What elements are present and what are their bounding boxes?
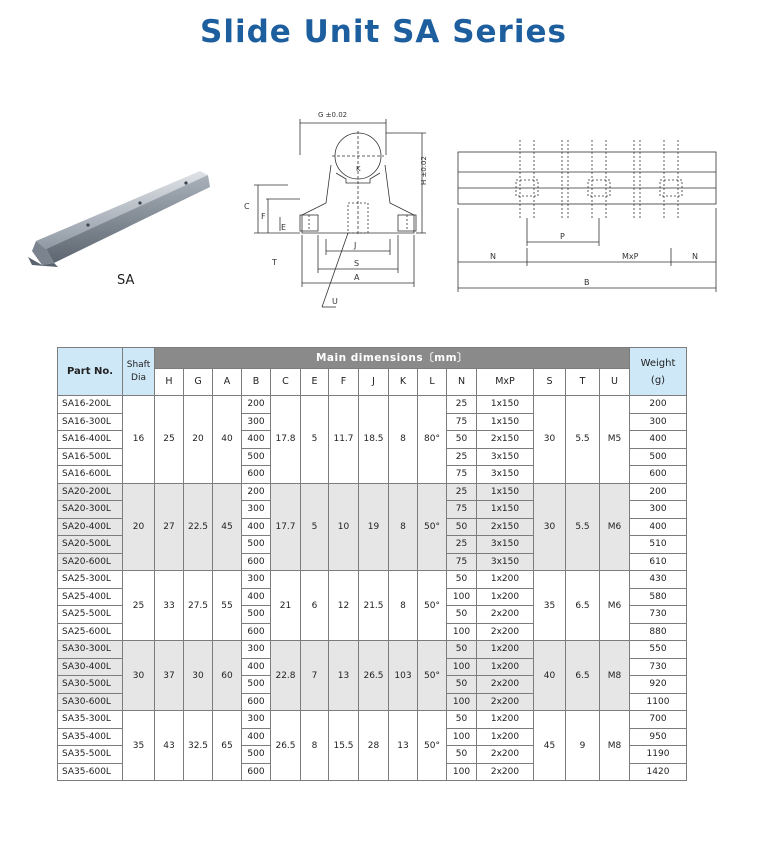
b-cell: 200 (242, 483, 271, 501)
u-cell: M8 (600, 711, 630, 781)
mxp-cell: 1x200 (477, 588, 534, 606)
n-cell: 25 (447, 483, 477, 501)
b-cell: 300 (242, 711, 271, 729)
weight-cell: 700 (630, 711, 687, 729)
column-header: B (242, 369, 271, 396)
weight-header (630, 348, 687, 396)
n-right-label: N (692, 252, 698, 261)
h-label: H ±0.02 (420, 156, 428, 185)
mxp-cell: 1x200 (477, 711, 534, 729)
weight-cell: 580 (630, 588, 687, 606)
part-number-cell: SA25-400L (58, 588, 123, 606)
t-cell: 5.5 (566, 483, 600, 571)
a-cell: 45 (213, 483, 242, 571)
b-cell: 400 (242, 518, 271, 536)
n-cell: 50 (447, 676, 477, 694)
part-number-cell: SA20-300L (58, 501, 123, 519)
t-cell: 6.5 (566, 571, 600, 641)
h-cell: 43 (155, 711, 184, 781)
part-number-cell: SA16-300L (58, 413, 123, 431)
a-label: A (354, 273, 360, 282)
k-cell: 8 (389, 571, 418, 641)
column-header: N (447, 369, 477, 396)
h-cell: 33 (155, 571, 184, 641)
weight-cell: 880 (630, 623, 687, 641)
s-cell: 30 (534, 483, 566, 571)
p-label: P (560, 232, 565, 241)
product-label: SA (117, 273, 135, 288)
b-label: B (584, 278, 590, 287)
b-cell: 500 (242, 448, 271, 466)
mxp-cell: 1x200 (477, 571, 534, 589)
part-number-cell: SA20-500L (58, 536, 123, 554)
mxp-cell: 3x150 (477, 448, 534, 466)
g-cell: 22.5 (184, 483, 213, 571)
s-label: S (354, 259, 360, 268)
n-cell: 100 (447, 658, 477, 676)
b-cell: 400 (242, 728, 271, 746)
k-cell: 13 (389, 711, 418, 781)
shaft-dia-cell: 25 (123, 571, 155, 641)
part-number-cell: SA25-600L (58, 623, 123, 641)
spec-table-body (58, 396, 687, 781)
k-cell: 8 (389, 483, 418, 571)
k-cell: 103 (389, 641, 418, 711)
weight-cell: 610 (630, 553, 687, 571)
spec-table (57, 347, 687, 781)
l-cell: 50° (418, 641, 447, 711)
weight-header-line1: Weight (640, 357, 676, 369)
e-cell: 8 (301, 711, 329, 781)
u-cell: M5 (600, 396, 630, 484)
main-dimensions-header: Main dimensions〔mm〕 (155, 348, 630, 369)
column-header: H (155, 369, 184, 396)
table-row (58, 483, 687, 501)
part-number-cell: SA20-600L (58, 553, 123, 571)
e-cell: 6 (301, 571, 329, 641)
c-cell: 21 (271, 571, 301, 641)
table-row (58, 641, 687, 659)
b-cell: 300 (242, 501, 271, 519)
e-label: E (281, 223, 287, 232)
column-header: C (271, 369, 301, 396)
h-cell: 25 (155, 396, 184, 484)
part-number-cell: SA20-400L (58, 518, 123, 536)
a-cell: 55 (213, 571, 242, 641)
column-header: A (213, 369, 242, 396)
n-cell: 100 (447, 623, 477, 641)
b-cell: 500 (242, 746, 271, 764)
mxp-cell: 1x200 (477, 641, 534, 659)
e-cell: 7 (301, 641, 329, 711)
b-cell: 500 (242, 536, 271, 554)
weight-cell: 510 (630, 536, 687, 554)
shaft-dia-cell: 20 (123, 483, 155, 571)
f-label: F (261, 212, 266, 221)
b-cell: 200 (242, 396, 271, 414)
weight-cell: 920 (630, 676, 687, 694)
b-cell: 300 (242, 571, 271, 589)
part-no-header: Part No. (58, 348, 123, 396)
mxp-cell: 2x200 (477, 676, 534, 694)
n-cell: 100 (447, 728, 477, 746)
t-cell: 5.5 (566, 396, 600, 484)
j-cell: 18.5 (359, 396, 389, 484)
j-label: J (354, 241, 357, 250)
weight-cell: 200 (630, 396, 687, 414)
mxp-cell: 1x150 (477, 413, 534, 431)
mxp-cell: 1x200 (477, 728, 534, 746)
n-cell: 75 (447, 466, 477, 484)
l-cell: 80° (418, 396, 447, 484)
part-number-cell: SA16-400L (58, 431, 123, 449)
n-cell: 25 (447, 536, 477, 554)
n-cell: 50 (447, 606, 477, 624)
part-number-cell: SA16-600L (58, 466, 123, 484)
g-cell: 20 (184, 396, 213, 484)
mxp-cell: 1x150 (477, 483, 534, 501)
b-cell: 600 (242, 466, 271, 484)
u-label: U (332, 297, 338, 306)
u-cell: M6 (600, 483, 630, 571)
part-number-cell: SA30-500L (58, 676, 123, 694)
t-label: T (272, 258, 277, 267)
g-cell: 27.5 (184, 571, 213, 641)
b-cell: 400 (242, 588, 271, 606)
u-cell: M6 (600, 571, 630, 641)
part-number-cell: SA16-500L (58, 448, 123, 466)
n-cell: 50 (447, 431, 477, 449)
slide-rail-image (28, 165, 213, 275)
weight-cell: 950 (630, 728, 687, 746)
mxp-cell: 3x150 (477, 466, 534, 484)
mxp-cell: 1x200 (477, 658, 534, 676)
part-number-cell: SA20-200L (58, 483, 123, 501)
t-cell: 9 (566, 711, 600, 781)
side-view-drawing (452, 138, 722, 298)
j-cell: 26.5 (359, 641, 389, 711)
s-cell: 30 (534, 396, 566, 484)
j-cell: 21.5 (359, 571, 389, 641)
b-cell: 400 (242, 658, 271, 676)
table-row (58, 711, 687, 729)
weight-cell: 400 (630, 518, 687, 536)
mxp-cell: 2x200 (477, 693, 534, 711)
g-cell: 32.5 (184, 711, 213, 781)
weight-cell: 430 (630, 571, 687, 589)
n-cell: 100 (447, 763, 477, 781)
b-cell: 300 (242, 641, 271, 659)
mxp-cell: 3x150 (477, 553, 534, 571)
n-cell: 75 (447, 501, 477, 519)
c-cell: 17.7 (271, 483, 301, 571)
f-cell: 12 (329, 571, 359, 641)
column-header: G (184, 369, 213, 396)
mxp-cell: 2x150 (477, 431, 534, 449)
column-header: J (359, 369, 389, 396)
column-header: F (329, 369, 359, 396)
mxp-label: MxP (622, 252, 639, 261)
n-cell: 50 (447, 641, 477, 659)
l-cell: 50° (418, 571, 447, 641)
part-number-cell: SA30-300L (58, 641, 123, 659)
table-row (58, 571, 687, 589)
part-number-cell: SA30-600L (58, 693, 123, 711)
mxp-cell: 2x150 (477, 518, 534, 536)
b-cell: 300 (242, 413, 271, 431)
c-cell: 17.8 (271, 396, 301, 484)
weight-cell: 730 (630, 658, 687, 676)
page-title: Slide Unit SA Series (200, 14, 567, 50)
weight-cell: 550 (630, 641, 687, 659)
b-cell: 500 (242, 676, 271, 694)
part-number-cell: SA35-400L (58, 728, 123, 746)
n-cell: 100 (447, 588, 477, 606)
f-cell: 13 (329, 641, 359, 711)
l-cell: 50° (418, 711, 447, 781)
part-number-cell: SA35-500L (58, 746, 123, 764)
weight-cell: 1100 (630, 693, 687, 711)
column-header: T (566, 369, 600, 396)
part-number-cell: SA25-300L (58, 571, 123, 589)
f-cell: 11.7 (329, 396, 359, 484)
weight-cell: 600 (630, 466, 687, 484)
a-cell: 60 (213, 641, 242, 711)
l-cell: 50° (418, 483, 447, 571)
j-cell: 28 (359, 711, 389, 781)
b-cell: 600 (242, 693, 271, 711)
n-cell: 75 (447, 413, 477, 431)
b-cell: 600 (242, 553, 271, 571)
s-cell: 40 (534, 641, 566, 711)
part-number-cell: SA16-200L (58, 396, 123, 414)
u-cell: M8 (600, 641, 630, 711)
n-cell: 50 (447, 711, 477, 729)
b-cell: 600 (242, 763, 271, 781)
shaft-header-line2: Dia (131, 372, 146, 383)
s-cell: 35 (534, 571, 566, 641)
a-cell: 40 (213, 396, 242, 484)
g-label: G ±0.02 (318, 111, 348, 119)
c-cell: 22.8 (271, 641, 301, 711)
column-header: MxP (477, 369, 534, 396)
weight-header-line2: (g) (650, 374, 666, 386)
n-cell: 25 (447, 448, 477, 466)
b-cell: 500 (242, 606, 271, 624)
f-cell: 10 (329, 483, 359, 571)
shaft-dia-cell: 16 (123, 396, 155, 484)
g-cell: 30 (184, 641, 213, 711)
n-cell: 100 (447, 693, 477, 711)
k-cell: 8 (389, 396, 418, 484)
b-cell: 600 (242, 623, 271, 641)
mxp-cell: 1x150 (477, 501, 534, 519)
weight-cell: 500 (630, 448, 687, 466)
f-cell: 15.5 (329, 711, 359, 781)
n-cell: 50 (447, 746, 477, 764)
mxp-cell: 1x150 (477, 396, 534, 414)
part-number-cell: SA35-600L (58, 763, 123, 781)
n-cell: 75 (447, 553, 477, 571)
n-cell: 50 (447, 518, 477, 536)
h-cell: 37 (155, 641, 184, 711)
column-header: S (534, 369, 566, 396)
e-cell: 5 (301, 396, 329, 484)
column-header: L (418, 369, 447, 396)
n-cell: 25 (447, 396, 477, 414)
front-view-drawing (236, 105, 446, 315)
column-header: K (389, 369, 418, 396)
mxp-cell: 2x200 (477, 623, 534, 641)
mxp-cell: 2x200 (477, 746, 534, 764)
column-header: E (301, 369, 329, 396)
mxp-cell: 3x150 (477, 536, 534, 554)
shaft-dia-header (123, 348, 155, 396)
k-label: K (356, 165, 361, 173)
s-cell: 45 (534, 711, 566, 781)
part-number-cell: SA30-400L (58, 658, 123, 676)
j-cell: 19 (359, 483, 389, 571)
b-cell: 400 (242, 431, 271, 449)
c-label: C (244, 202, 250, 211)
shaft-header-line1: Shaft (126, 359, 151, 370)
n-left-label: N (490, 252, 496, 261)
t-cell: 6.5 (566, 641, 600, 711)
shaft-dia-cell: 35 (123, 711, 155, 781)
mxp-cell: 2x200 (477, 763, 534, 781)
weight-cell: 1420 (630, 763, 687, 781)
column-header: U (600, 369, 630, 396)
weight-cell: 730 (630, 606, 687, 624)
a-cell: 65 (213, 711, 242, 781)
shaft-dia-cell: 30 (123, 641, 155, 711)
c-cell: 26.5 (271, 711, 301, 781)
part-number-cell: SA25-500L (58, 606, 123, 624)
e-cell: 5 (301, 483, 329, 571)
weight-cell: 300 (630, 413, 687, 431)
weight-cell: 400 (630, 431, 687, 449)
n-cell: 50 (447, 571, 477, 589)
part-number-cell: SA35-300L (58, 711, 123, 729)
weight-cell: 300 (630, 501, 687, 519)
mxp-cell: 2x200 (477, 606, 534, 624)
h-cell: 27 (155, 483, 184, 571)
weight-cell: 200 (630, 483, 687, 501)
weight-cell: 1190 (630, 746, 687, 764)
table-row (58, 396, 687, 414)
